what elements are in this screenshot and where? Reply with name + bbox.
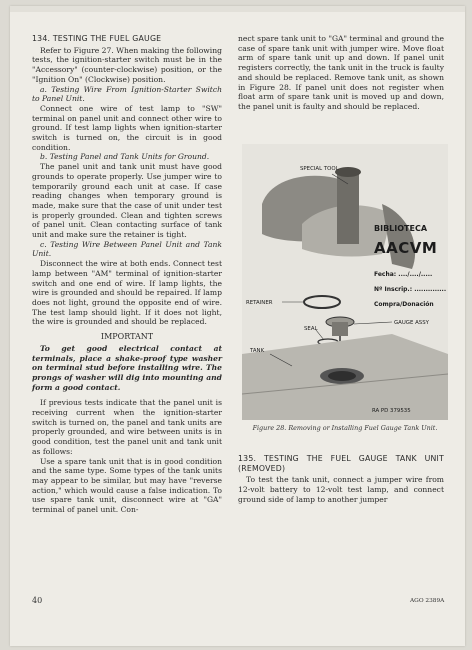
label-tank: TANK — [250, 348, 265, 354]
paragraph-continued: nect spare tank unit to "GA" terminal and ground the case of spare tank unit with jumper wire. Move float arm of spare tank unit up and down. If panel unit registers correctly, the tank unit in the truck is faulty and should be replaced. Remove tank unit, as shown in Figure 28. If panel unit does not register when float arm of spare tank unit is moved up and down, the panel unit is faulty and should be replaced. — [238, 34, 444, 111]
section-135-heading: 135. TESTING THE FUEL GAUGE TANK UNIT (REMOVED) — [238, 454, 444, 473]
library-stamp — [374, 224, 452, 308]
important-text: To get good electrical contact at terminals, place a shake-proof type washer on terminal stud before installing wire. The prongs of washer will dig into mounting and form a good contact. — [32, 343, 222, 392]
page-top-edge — [10, 6, 465, 12]
label-seal: SEAL — [304, 326, 318, 332]
left-column — [32, 34, 222, 515]
subheading-b: b. Testing Panel and Tank Units for Ground. — [40, 152, 210, 162]
stamp-biblioteca: BIBLIOTECA — [374, 224, 428, 233]
paragraph-previous-tests: If previous tests indicate that the panel unit is receiving current when the ignition-starter switch is turned on, the panel and tank units are properly grounded, and wire between units is in good condition, test the panel unit and tank unit as follows: — [32, 398, 222, 456]
label-special-tool: SPECIAL TOOL — [300, 166, 339, 172]
label-retainer: RETAINER — [246, 300, 273, 306]
stamp-compra: Compra/Donación — [374, 301, 434, 308]
section-135 — [238, 454, 444, 505]
subheading-a: a. Testing Wire From Ignition-Starter Switch to Panel Unit. — [32, 84, 222, 104]
right-column — [238, 34, 444, 112]
label-ra-pd: RA PD 379535 — [372, 408, 411, 414]
paragraph-a-text: Connect one wire of test lamp to "SW" terminal on panel unit and connect other wire to ground. If test lamp lights when ignition-starter switch is turned on, the circuit is in good condition. — [32, 103, 222, 152]
figure-caption: Figure 28. Removing or Installing Fuel Gauge Tank Unit. — [252, 424, 438, 432]
stamp-fecha: Fecha: ..../..../..... — [374, 271, 433, 278]
section-135-text: To test the tank unit, connect a jumper wire from 12-volt battery to 12-volt test lamp, and connect ground side of lamp to another jumper — [238, 475, 444, 504]
subheading-c: c. Testing Wire Between Panel Unit and Tank Unit. — [32, 239, 222, 259]
important-title: IMPORTANT — [100, 332, 154, 342]
paragraph-b-text: The panel unit and tank unit must have good grounds to operate properly. Use jumper wire to temporarily ground each unit at case. If case reading changes when temporary ground is made, make sure that the case of unit under test is properly grounded. Clean and tighten screws of panel unit. Clean contacting surface of tank unit and make sure the retainer is tight. — [32, 162, 222, 240]
paragraph-c-text: Disconnect the wire at both ends. Connect test lamp between "AM" terminal of ignition-starter switch and one end of wire. If lamp lights, the wire is grounded and should be repaired. If lamp does not light, ground the opposite end of wire. The test lamp should light. If it does not light, the wire is grounded and should be replaced. — [32, 259, 222, 327]
page-number: 40 — [32, 596, 43, 605]
footer-code: AGO 2389A — [410, 598, 445, 604]
label-gauge-assy: GAUGE ASSY — [394, 320, 429, 326]
section-134-heading: 134. TESTING THE FUEL GAUGE — [32, 34, 162, 43]
paragraph-1: Refer to Figure 27. When making the following tests, the ignition-starter switch must be in the "Accessory" (counter-clockwise) position, or the "Ignition On" (Clockwise) position. — [32, 45, 222, 84]
stamp-aacvm: AACVM — [374, 239, 438, 257]
paragraph-spare-unit: Use a spare tank unit that is in good condition and the same type. Some types of the tank units may appear to be similar, but may have "reverse action," which would cause a false indication. To use spare tank unit, disconnect wire at "GA" terminal of panel unit. Con- — [32, 456, 222, 515]
document-page — [10, 6, 465, 646]
stamp-inscripcion: Nº Inscrip.: .............. — [374, 286, 447, 293]
